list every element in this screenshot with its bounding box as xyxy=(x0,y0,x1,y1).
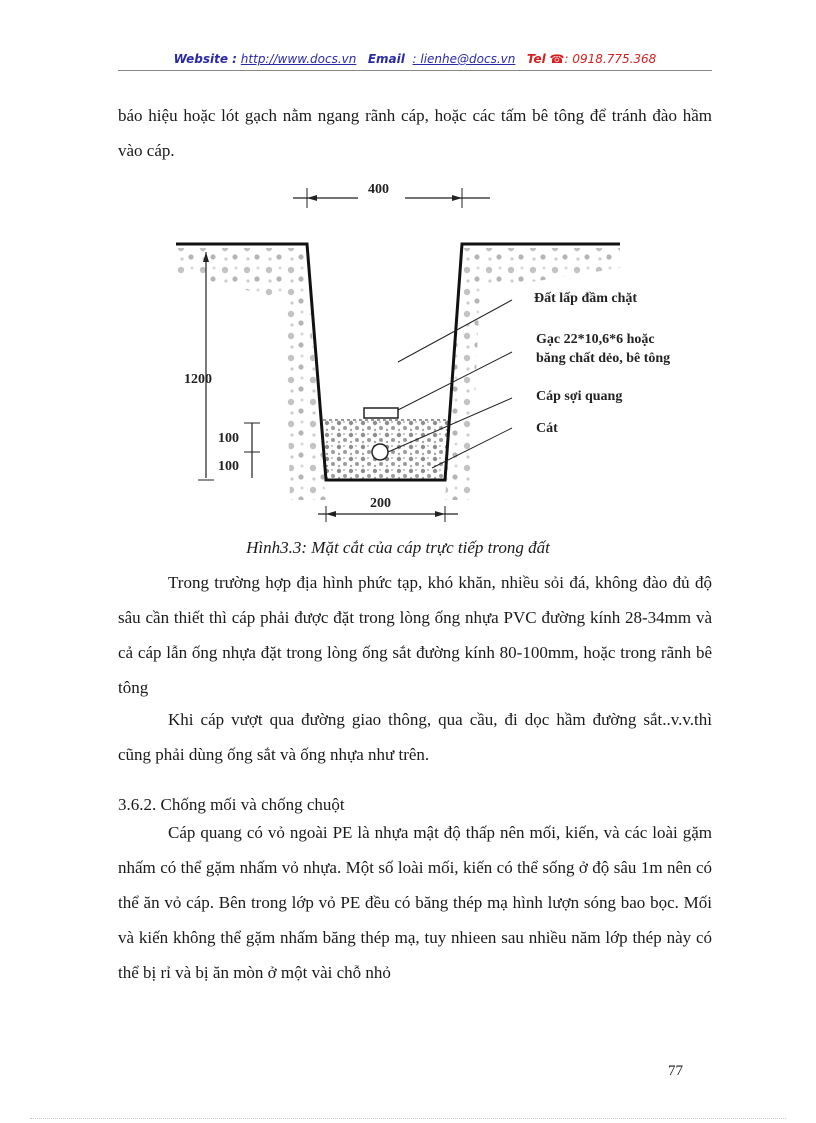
email-label: Email xyxy=(367,52,405,66)
protection-brick xyxy=(364,408,398,418)
label-sand: Cát xyxy=(536,421,558,436)
paragraph-crossing: Khi cáp vượt qua đường giao thông, qua cầu, đi dọc hầm đường sắt..v.v.thì cũng phải dùng ống sắt và ống nhựa như trên. xyxy=(118,710,712,764)
dim-layer-1-label: 100 xyxy=(218,431,239,446)
email-link[interactable]: : lienhe@docs.vn xyxy=(412,52,516,66)
footer-divider xyxy=(30,1118,786,1119)
figure-caption: Hình3.3: Mặt cắt của cáp trực tiếp trong đất xyxy=(246,538,550,557)
phone-icon: ☎ xyxy=(549,52,565,66)
section-heading: 3.6.2. Chống mối và chống chuột xyxy=(118,795,345,814)
soil-right xyxy=(445,248,623,500)
label-brick-line2: băng chất dẻo, bê tông xyxy=(536,351,671,366)
dim-depth-label: 1200 xyxy=(184,372,212,387)
dim-top-label: 400 xyxy=(368,182,389,197)
paragraph-termites: Cáp quang có vỏ ngoài PE là nhựa mật độ thấp nên mối, kiến, và các loài gặm nhấm có thể gặm nhấm vỏ nhựa. Một số loài mối, kiến có thể sống ở độ sâu 1m nên có thể ăn vỏ cáp. Bên trong lớp vỏ PE đều có băng thép mạ hình lượn sóng bao bọc. Mối và kiến không thể gặm nhấm băng thép mạ, tuy nhieen sau nhiều năm lớp thép này có thể bị rỉ và bị ăn mòn ở một vài chỗ nhỏ xyxy=(118,823,712,982)
website-label: Website : xyxy=(173,52,237,66)
label-soil: Đất lấp đầm chặt xyxy=(534,291,638,306)
label-cable: Cáp sợi quang xyxy=(536,389,623,404)
optical-cable xyxy=(372,444,388,460)
label-brick-line1: Gạc 22*10,6*6 hoặc xyxy=(536,332,655,347)
page-number: 77 xyxy=(668,1063,683,1079)
paragraph-complex-terrain: Trong trường hợp địa hình phức tạp, khó khăn, nhiều sỏi đá, không đào đủ độ sâu cần thiết thì cáp phải được đặt trong lòng ống nhựa PVC đường kính 28-34mm và cả cáp lẫn ống nhựa đặt trong lòng ống sắt đường kính 80-100mm, hoặc trong rãnh bê tông xyxy=(118,573,712,697)
website-link[interactable]: http://www.docs.vn xyxy=(240,52,357,66)
tel-value: : 0918.775.368 xyxy=(564,52,657,66)
tel-label: Tel xyxy=(526,52,546,66)
dim-layer-2-label: 100 xyxy=(218,459,239,474)
paragraph-intro: báo hiệu hoặc lót gạch nằm ngang rãnh cáp, hoặc các tấm bê tông để tránh đào hầm vào cáp. xyxy=(118,106,712,160)
dim-bottom-label: 200 xyxy=(370,496,391,511)
